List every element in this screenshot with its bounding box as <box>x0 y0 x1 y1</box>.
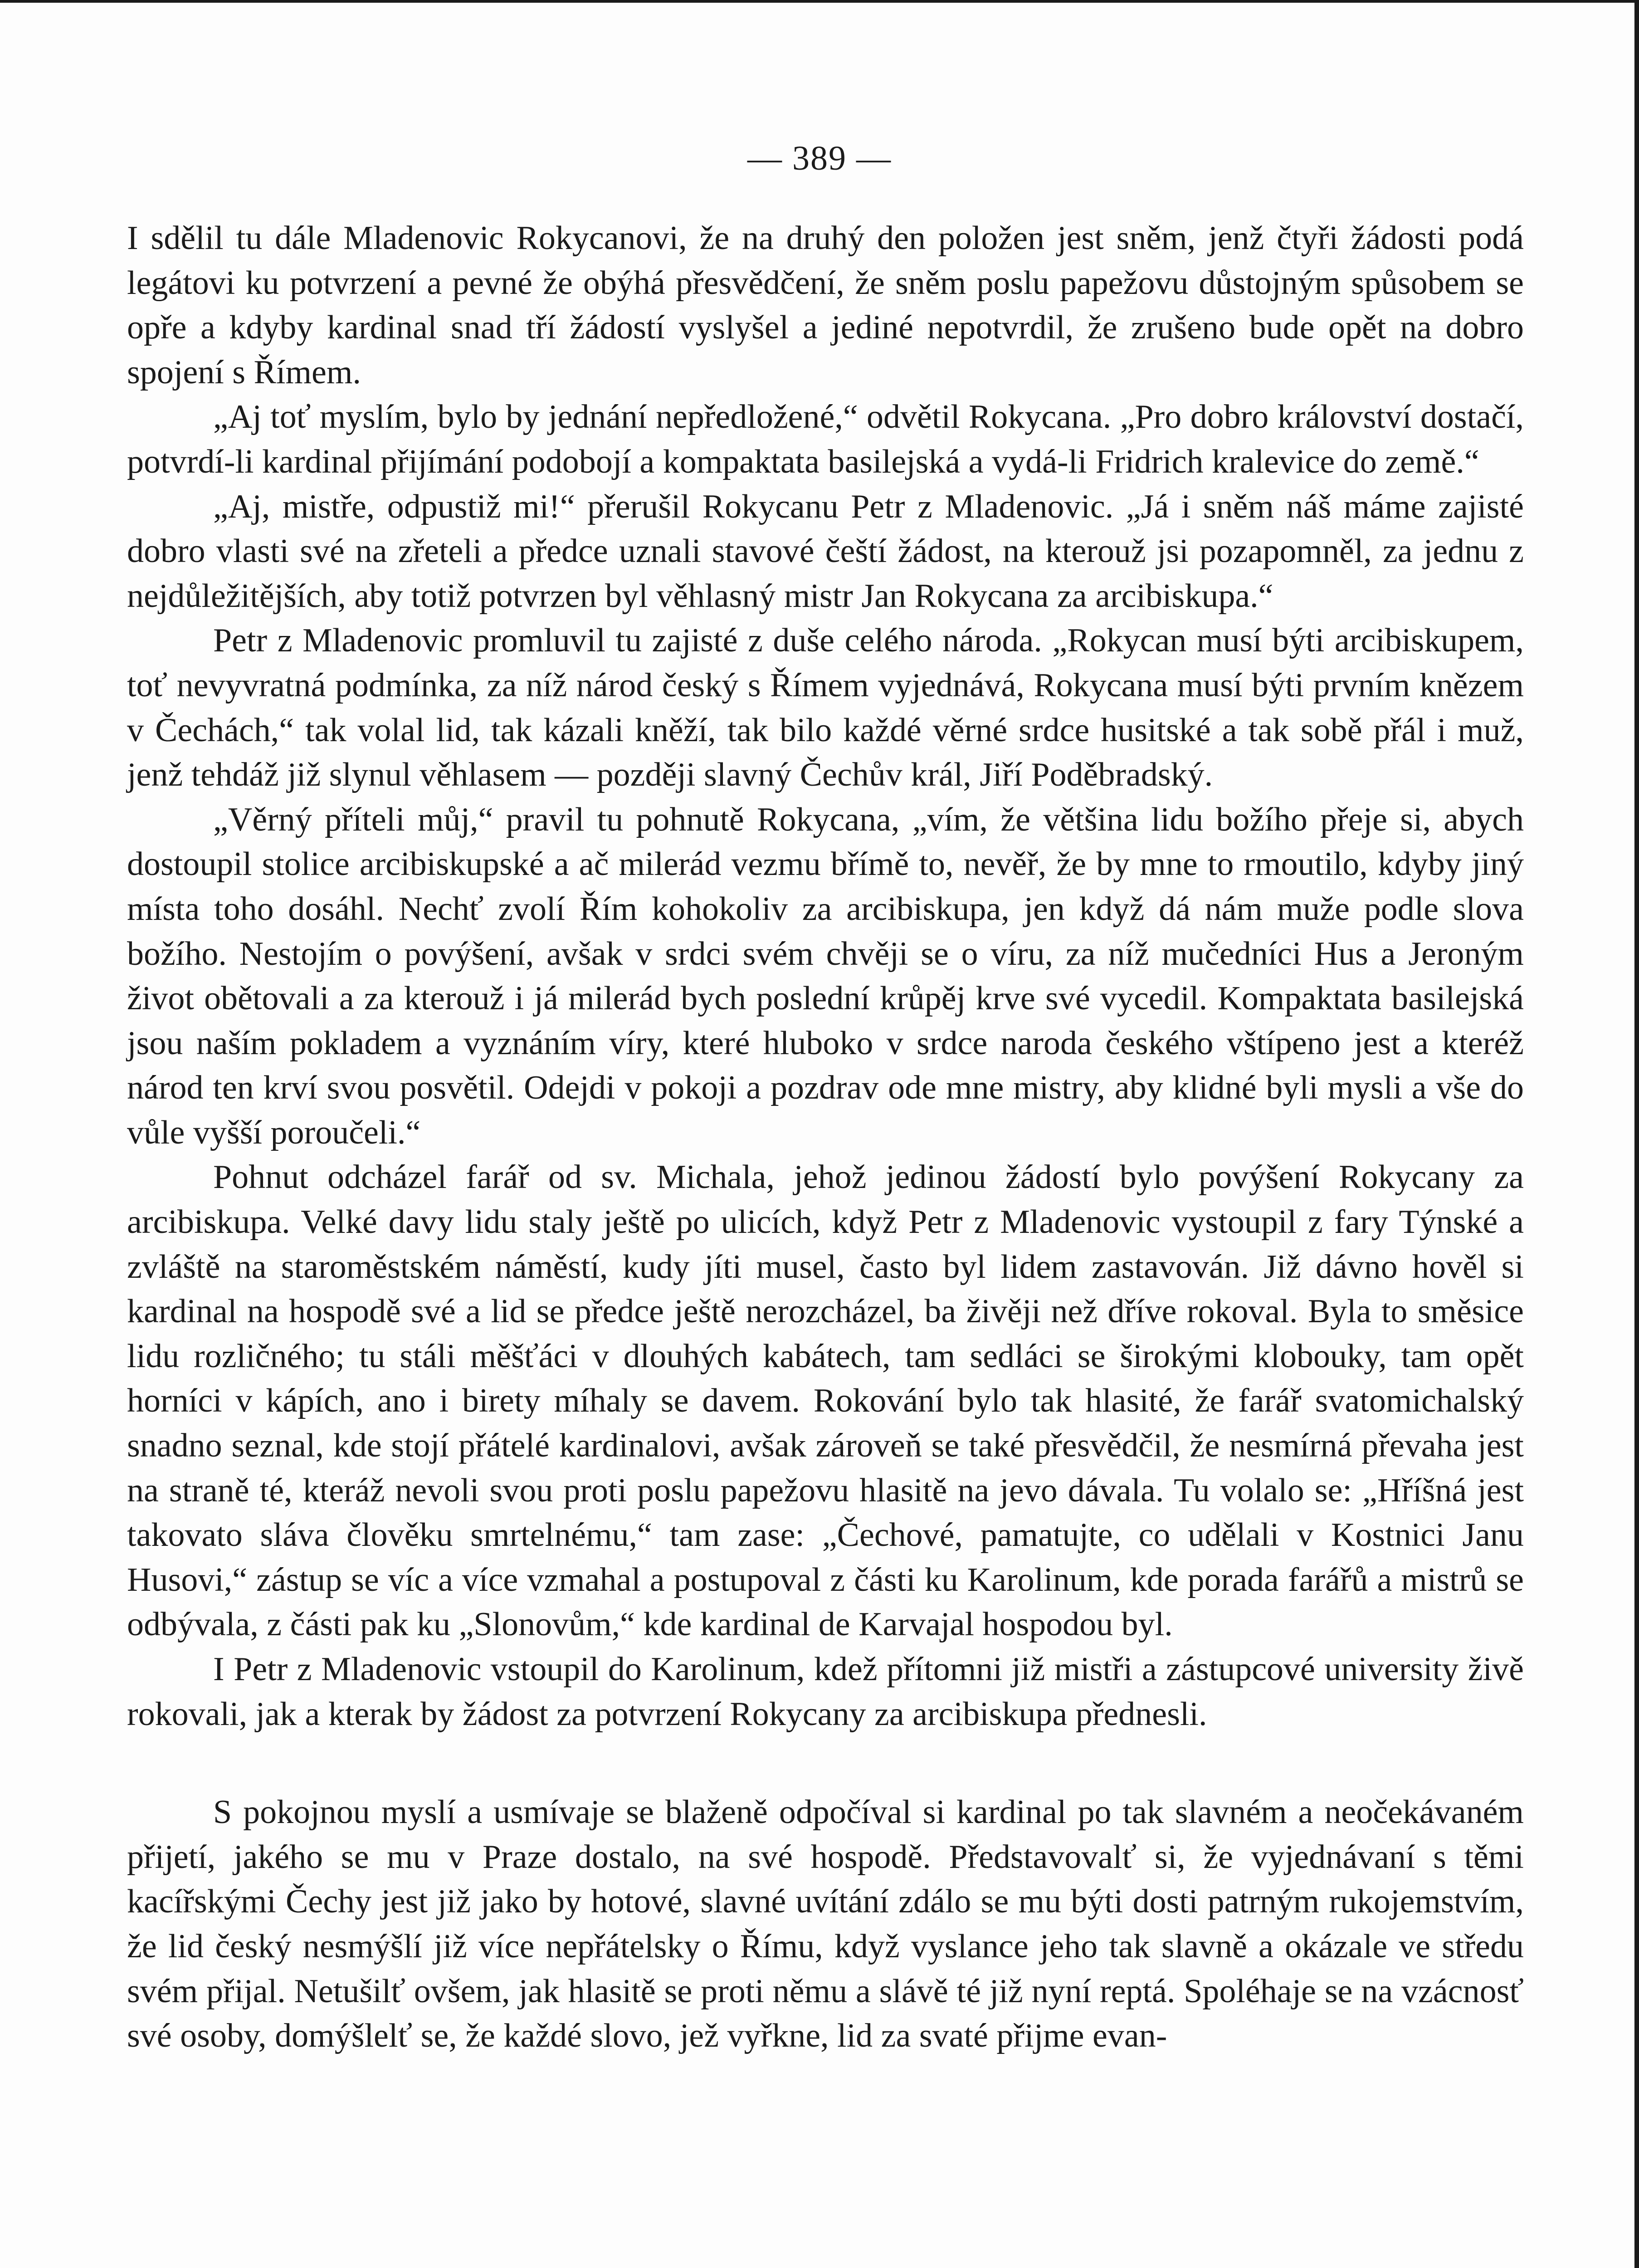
paragraph-4: Petr z Mladenovic promluvil tu zajisté z duše celého národa. „Rokycan musí býti arcibiskupem, toť nevyvratná podmínka, za níž národ český s Římem vyjednává, Rokycana musí býti prvním knězem v Čechách,“ tak volal lid, tak kázali kněží, tak bilo každé věrné srdce husitské a tak sobě přál i muž, jenž tehdáž již slynul věhlasem — později slavný Čechův král, Jiří Poděbradský. <box>127 622 1524 794</box>
paragraph-2: „Aj toť myslím, bylo by jednání nepředložené,“ odvětil Rokycana. „Pro dobro království dostačí, potvrdí-li kardinal přijímání podobojí a kompaktata basilejská a vydá-li Fridrich kralevice do země.“ <box>127 398 1524 480</box>
page-number: — 389 — <box>747 139 892 177</box>
paragraph-5: „Věrný příteli můj,“ pravil tu pohnutě Rokycana, „vím, že většina lidu božího přeje si, abych dostoupil stolice arcibiskupské a ač milerád vezmu břímě to, nevěř, že by mne to rmoutilo, kdyby jiný místa toho dosáhl. Nechť zvolí Řím kohokoliv za arcibiskupa, jen když dá nám muže podle slova božího. Nestojím o povýšení, avšak v srdci svém chvěji se o víru, za níž mučedníci Hus a Jeroným život obětovali a za kterouž i já milerád bych poslední krůpěj krve své vycedil. Kompaktata basilejská jsou naším pokladem a vyznáním víry, které hluboko v srdce naroda českého vštípeno jest a kteréž národ ten krví svou posvětil. Odejdi v pokoji a pozdrav ode mne mistry, aby klidné byli mysli a vše do vůle vyšší poroučeli.“ <box>127 801 1524 1151</box>
paragraph-7: I Petr z Mladenovic vstoupil do Karolinum, kdež přítomni již mistři a zástupcové university živě rokovali, jak a kterak by žádost za potvrzení Rokycany za arcibiskupa přednesli. <box>127 1651 1524 1733</box>
paragraph-1: I sdělil tu dále Mladenovic Rokycanovi, že na druhý den položen jest sněm, jenž čtyři žádosti podá legátovi ku potvrzení a pevné že obýhá přesvědčení, že sněm poslu papežovu důstojným spůsobem se opře a kdyby kardinal snad tří žádostí vyslyšel a jediné nepotvrdil, že zrušeno bude opět na dobro spojení s Římem. <box>127 220 1524 391</box>
paragraph-8: S pokojnou myslí a usmívaje se blaženě odpočíval si kardinal po tak slavném a neočekávaném přijetí, jakého se mu v Praze dostalo, na své hospodě. Představovalť si, že vyjednávaní s těmi kacířskými Čechy jest již jako by hotové, slavné uvítání zdálo se mu býti dosti patrným rukojemstvím, že lid český nesmýšlí již více nepřátelsky o Římu, když vyslance jeho tak slavně a okázale ve středu svém přijal. Netušilť ovšem, jak hlasitě se proti němu a slávě té již nyní reptá. Spoléhaje se na vzácnosť své osoby, domýšlelť se, že každé slovo, jež vyřkne, lid za svaté přijme evan- <box>127 1794 1524 2055</box>
paragraph-3: „Aj, mistře, odpustiž mi!“ přerušil Rokycanu Petr z Mladenovic. „Já i sněm náš máme zajisté dobro vlasti své na zřeteli a předce uznali stavové čeští žádost, na kterouž jsi pozapomněl, za jednu z nejdůležitějších, aby totiž potvrzen byl věhlasný mistr Jan Rokycana za arcibiskupa.“ <box>127 488 1524 615</box>
body-text <box>127 216 1524 2058</box>
paragraph-6: Pohnut odcházel farář od sv. Michala, jehož jedinou žádostí bylo povýšení Rokycany za arcibiskupa. Velké davy lidu staly ještě po ulicích, když Petr z Mladenovic vystoupil z fary Týnské a zvláště na staroměstském náměstí, kudy jíti musel, často byl lidem zastavován. Již dávno hověl si kardinal na hospodě své a lid se předce ještě nerozcházel, ba živěji než dříve rokoval. Byla to směsice lidu rozličného; tu stáli měšťáci v dlouhých kabátech, tam sedláci se širokými klobouky, tam opět horníci v kápích, ano i birety míhaly se davem. Rokování bylo tak hlasité, že farář svatomichalský snadno seznal, kde stojí přátelé kardinalovi, avšak zároveň se také přesvědčil, že nesmírná převaha jest na straně té, kteráž nevoli svou proti poslu papežovu hlasitě na jevo dávala. Tu volalo se: „Hříšná jest takovato sláva člověku smrtelnému,“ tam zase: „Čechové, pamatujte, co udělali v Kostnici Janu Husovi,“ zástup se víc a více vzmahal a postupoval z části ku Karolinum, kde porada farářů a mistrů se odbývala, z části pak ku „Slonovům,“ kde kardinal de Karvajal hospodou byl. <box>127 1158 1524 1643</box>
